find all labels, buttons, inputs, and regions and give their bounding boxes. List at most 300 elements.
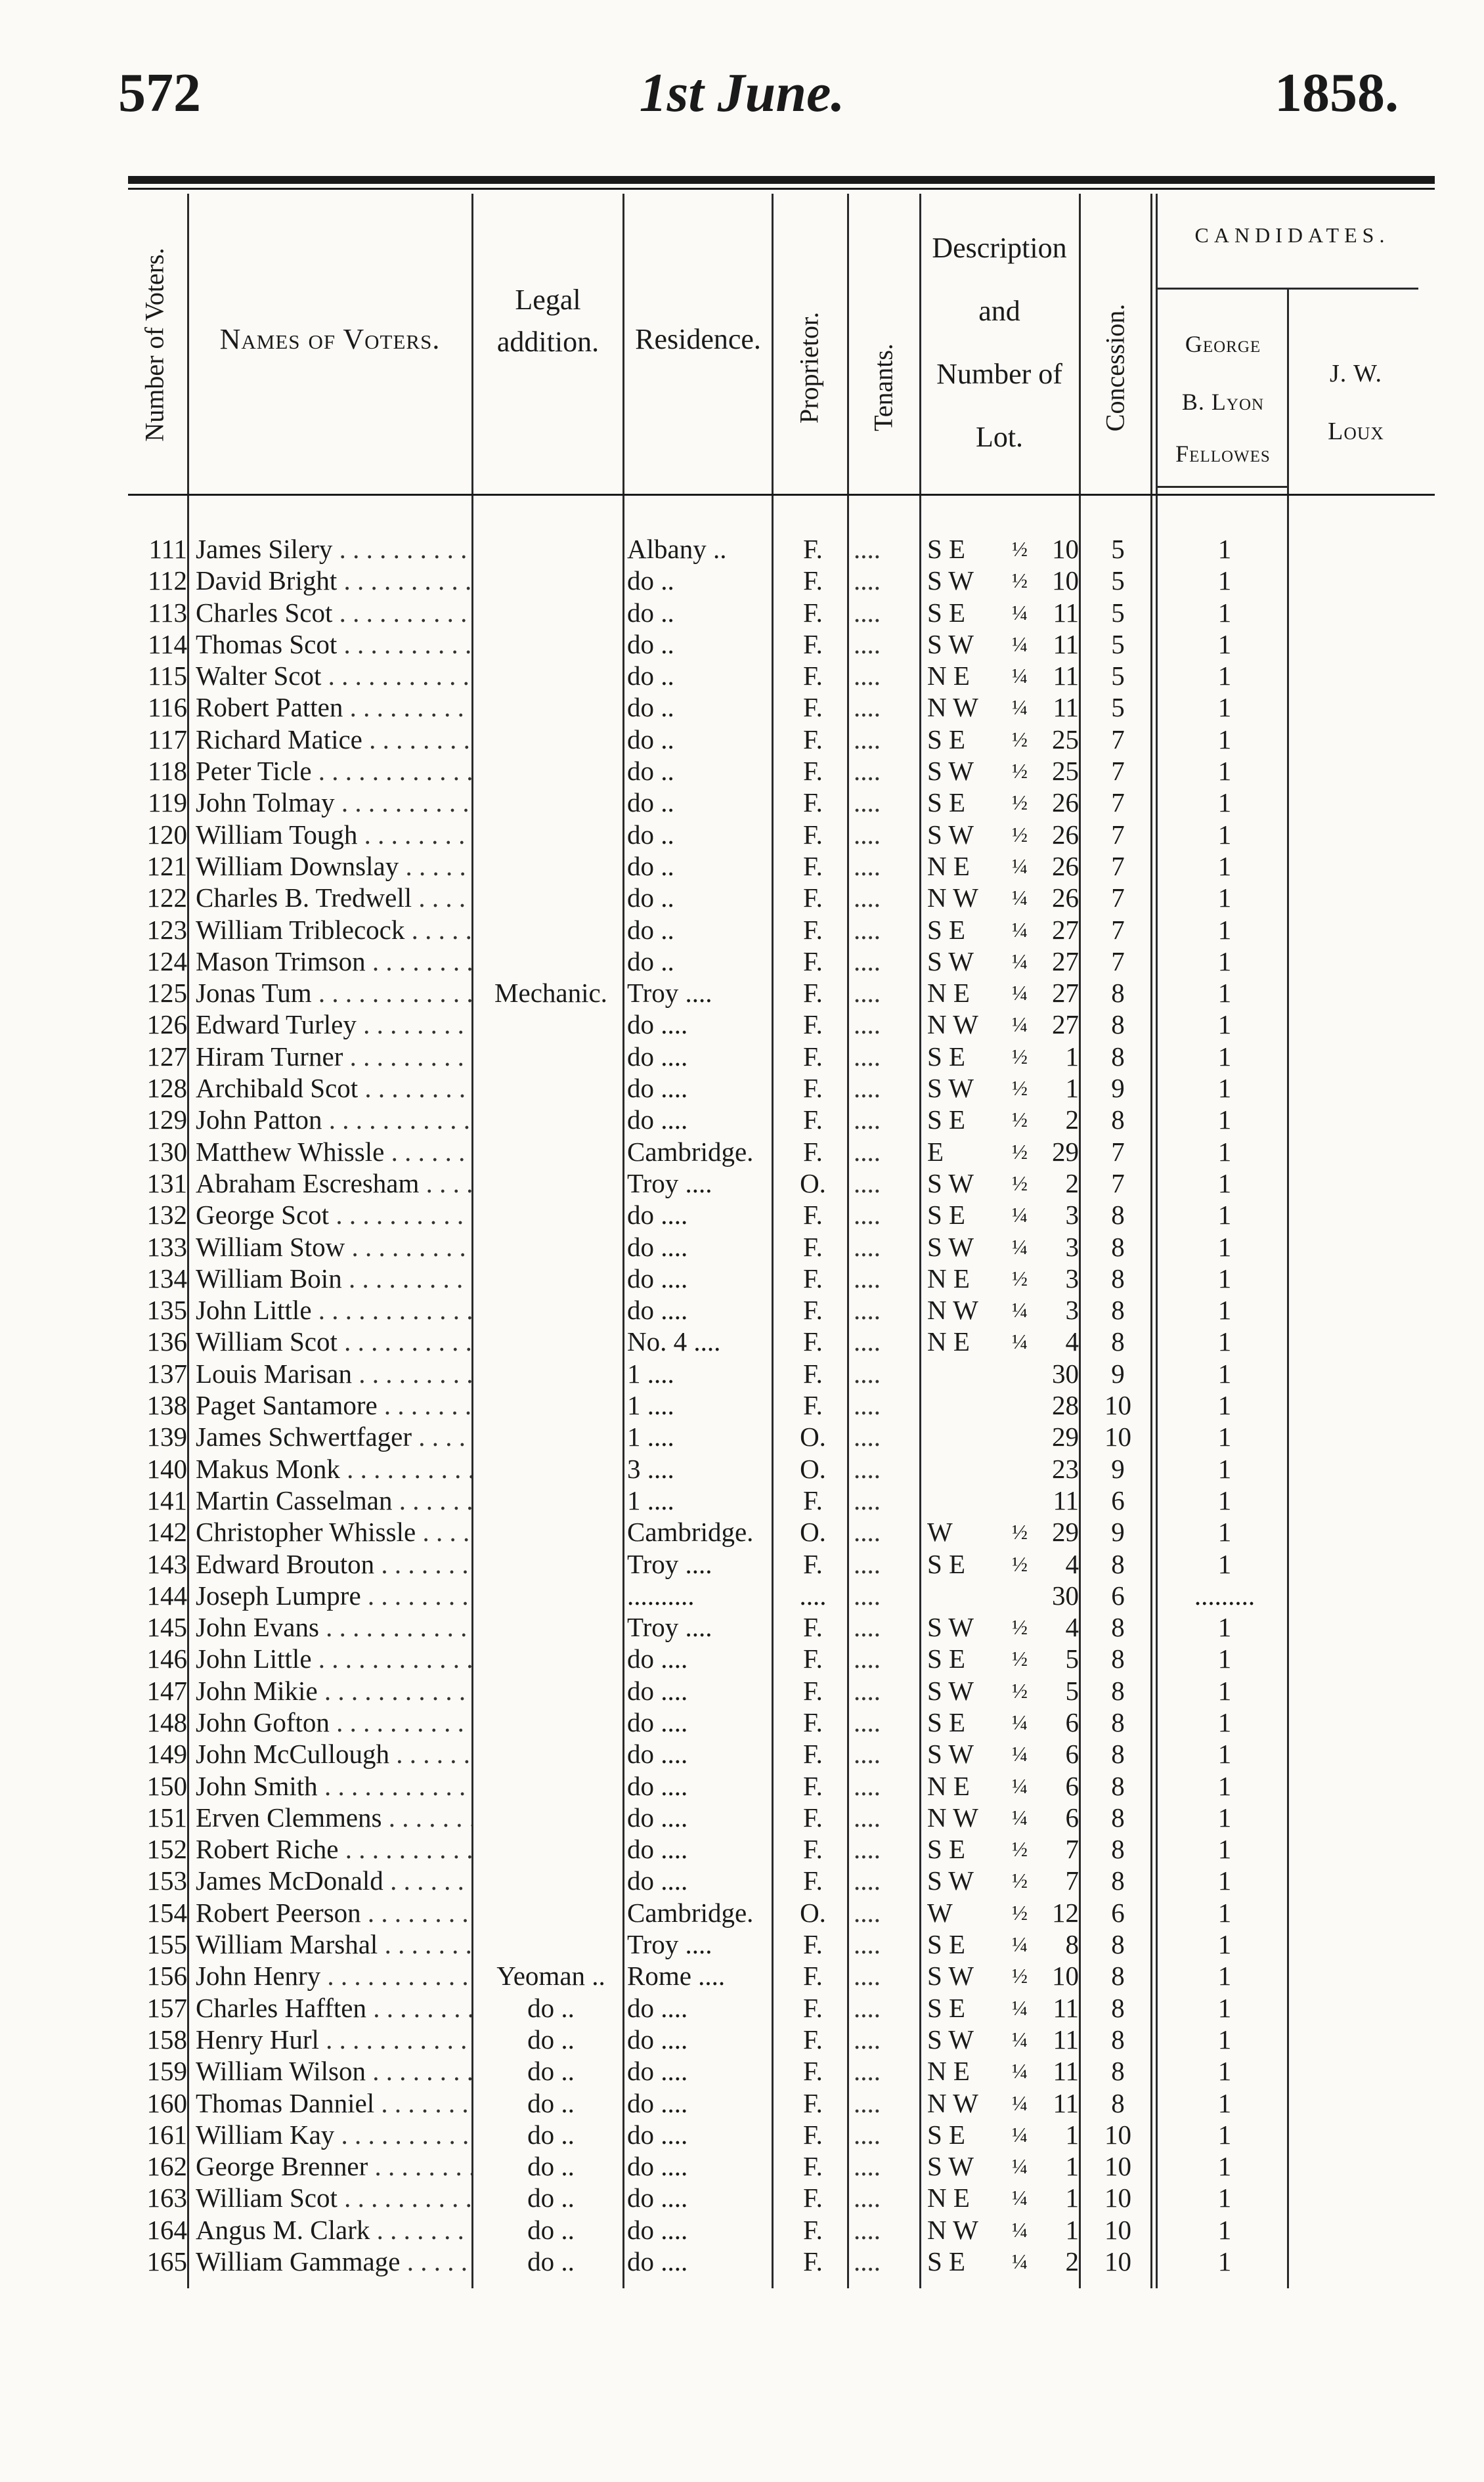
- voter-row: [0, 850, 1484, 882]
- voter-number: 155: [146, 1929, 187, 1960]
- lot-number: 11: [1053, 661, 1079, 691]
- lot-number: 26: [1052, 787, 1079, 818]
- vote-lyon: 1: [1217, 2087, 1232, 2118]
- voter-name: [196, 2119, 471, 2150]
- lot-fraction: ¼: [1012, 1330, 1028, 1354]
- residence: do ....: [627, 1707, 688, 1737]
- voter-name: [196, 1294, 471, 1326]
- tenants: ....: [854, 597, 881, 628]
- voter-name: [196, 1707, 471, 1738]
- lot-number: 1: [1065, 2183, 1079, 2213]
- lot-fraction: ¼: [1012, 600, 1028, 624]
- voter-name: [196, 1675, 471, 1707]
- concession: 8: [1111, 1707, 1125, 1737]
- candidates-rule: [1156, 288, 1418, 290]
- proprietor: O.: [800, 1453, 826, 1484]
- concession: 5: [1111, 661, 1125, 691]
- residence: Cambridge.: [627, 1136, 754, 1167]
- lot-number: 11: [1053, 2087, 1079, 2118]
- proprietor: F.: [803, 661, 823, 691]
- proprietor: F.: [803, 1263, 823, 1294]
- lot-fraction: ¼: [1012, 886, 1028, 910]
- residence: Troy ....: [627, 978, 712, 1009]
- residence: 1 ....: [627, 1358, 674, 1389]
- proprietor: F.: [803, 1485, 823, 1515]
- tenants: ....: [854, 1929, 881, 1960]
- vote-lyon: 1: [1217, 1231, 1232, 1262]
- voter-row: [0, 1358, 1484, 1389]
- header-description-line-4: Lot.: [975, 421, 1024, 453]
- voter-number: 131: [146, 1167, 187, 1198]
- concession: 10: [1104, 2119, 1131, 2150]
- lot-number: 26: [1052, 882, 1079, 913]
- concession: 6: [1111, 1580, 1125, 1611]
- vote-lyon: .........: [1194, 1580, 1255, 1611]
- vote-lyon: 1: [1217, 2056, 1232, 2087]
- lot-number: 2: [1065, 1104, 1079, 1135]
- voter-name: [196, 2087, 471, 2119]
- header-candidates: CANDIDATES.: [1194, 223, 1390, 247]
- proprietor: F.: [803, 1548, 823, 1579]
- voter-name-text: Hiram Turner: [196, 1041, 343, 1072]
- voter-row: [0, 1199, 1484, 1230]
- lot-direction: S W: [927, 756, 974, 787]
- proprietor: F.: [803, 1041, 823, 1072]
- voter-row: [0, 1294, 1484, 1326]
- lot-number: 10: [1052, 534, 1079, 564]
- tenants: ....: [854, 1104, 881, 1135]
- voter-number: 149: [146, 1739, 187, 1770]
- voter-row: [0, 1485, 1484, 1516]
- lot-direction: E: [927, 1136, 944, 1167]
- candidate-lyon-line-2: B. Lyon: [1181, 389, 1265, 415]
- lot-number: 27: [1052, 1009, 1079, 1040]
- lot-direction: N W: [927, 2087, 978, 2118]
- tenants: ....: [854, 1802, 881, 1833]
- voter-row: [0, 1611, 1484, 1643]
- voter-row: [0, 628, 1484, 660]
- voter-name-text: Robert Patten: [196, 692, 343, 723]
- header-description: [921, 217, 1078, 469]
- concession: 9: [1111, 1453, 1125, 1484]
- voter-row: [0, 2119, 1484, 2150]
- proprietor: F.: [803, 756, 823, 787]
- voter-name: [196, 1009, 471, 1040]
- proprietor: F.: [803, 2183, 823, 2213]
- lot-number: 2: [1065, 1167, 1079, 1198]
- lot-number: 7: [1065, 1865, 1079, 1896]
- voter-number: 157: [146, 1992, 187, 2023]
- lot-fraction: ½: [1012, 569, 1028, 593]
- lot-direction: S W: [927, 2151, 974, 2182]
- vote-lyon: 1: [1217, 1834, 1232, 1865]
- page-number: 572: [118, 62, 201, 123]
- voter-name: [196, 1960, 471, 1992]
- voter-number: 146: [146, 1644, 187, 1674]
- lot-direction: S W: [927, 819, 974, 850]
- concession: 7: [1111, 1136, 1125, 1167]
- voter-name: [196, 1358, 471, 1389]
- voter-name-text: William Triblecock: [196, 914, 405, 945]
- lot-number: 3: [1065, 1200, 1079, 1230]
- voter-name-text: Louis Marisan: [196, 1358, 352, 1389]
- vote-lyon: 1: [1217, 1390, 1232, 1421]
- tenants: ....: [854, 2214, 881, 2245]
- proprietor: F.: [803, 850, 823, 881]
- header-description-line-3: Number of: [936, 358, 1062, 390]
- vote-lyon: 1: [1217, 1548, 1232, 1579]
- voter-name-text: Walter Scot: [196, 661, 322, 691]
- residence: do ....: [627, 1009, 688, 1040]
- residence: do ..: [627, 787, 674, 818]
- lot-number: 4: [1065, 1548, 1079, 1579]
- voter-name-text: John Henry: [196, 1961, 321, 1992]
- residence: do ..: [627, 756, 674, 787]
- voter-number: 145: [146, 1612, 187, 1643]
- vote-lyon: 1: [1217, 1104, 1232, 1135]
- proprietor: F.: [803, 1834, 823, 1865]
- residence: do ....: [627, 1644, 688, 1674]
- lot-direction: S W: [927, 1961, 974, 1992]
- voter-name: [196, 819, 471, 850]
- tenants: ....: [854, 1897, 881, 1928]
- voter-row: [0, 1960, 1484, 1992]
- residence: 1 ....: [627, 1390, 674, 1421]
- concession: 7: [1111, 724, 1125, 754]
- voter-number: 119: [148, 787, 187, 818]
- voter-name-text: Paget Santamore: [196, 1390, 378, 1421]
- lot-direction: N W: [927, 1295, 978, 1326]
- tenants: ....: [854, 946, 881, 976]
- tenants: ....: [854, 1580, 881, 1611]
- lot-fraction: ¼: [1012, 1995, 1028, 2020]
- vote-lyon: 1: [1217, 692, 1232, 723]
- vote-lyon: 1: [1217, 661, 1232, 691]
- lot-fraction: ½: [1012, 1552, 1028, 1576]
- voter-number: 162: [146, 2151, 187, 2182]
- voter-name: [196, 1897, 471, 1928]
- voter-name: [196, 2214, 471, 2246]
- residence: 3 ....: [627, 1453, 674, 1484]
- voter-name-text: Charles Hafften: [196, 1992, 366, 2023]
- voter-name: [196, 1231, 471, 1263]
- lot-direction: N E: [927, 1770, 970, 1801]
- vote-lyon: 1: [1217, 724, 1232, 754]
- lot-number: 4: [1065, 1326, 1079, 1357]
- voter-name: [196, 1041, 471, 1072]
- lot-direction: S E: [927, 597, 966, 628]
- concession: 8: [1111, 1295, 1125, 1326]
- residence: Troy ....: [627, 1548, 712, 1579]
- lot-number: 27: [1052, 946, 1079, 976]
- proprietor: F.: [803, 946, 823, 976]
- concession: 6: [1111, 1897, 1125, 1928]
- voter-number: 111: [148, 534, 187, 564]
- lot-direction: S W: [927, 1612, 974, 1643]
- voter-number: 115: [148, 661, 187, 691]
- concession: 9: [1111, 1073, 1125, 1104]
- residence: do ....: [627, 2056, 688, 2087]
- residence: do ..: [627, 628, 674, 659]
- vote-lyon: 1: [1217, 2024, 1232, 2055]
- voter-name: [196, 2150, 471, 2182]
- residence: do ....: [627, 1675, 688, 1706]
- vote-lyon: 1: [1217, 628, 1232, 659]
- voter-row: [0, 1707, 1484, 1738]
- lot-number: 5: [1065, 1675, 1079, 1706]
- voter-name: [196, 1136, 471, 1167]
- lot-number: 11: [1053, 692, 1079, 723]
- vote-lyon: 1: [1217, 882, 1232, 913]
- concession: 8: [1111, 2056, 1125, 2087]
- lot-direction: S E: [927, 1041, 966, 1072]
- voter-name-text: Archibald Scot: [196, 1073, 359, 1104]
- voter-row: [0, 2024, 1484, 2055]
- tenants: ....: [854, 2087, 881, 2118]
- lot-direction: N E: [927, 1326, 970, 1357]
- proprietor: O.: [800, 1167, 826, 1198]
- voter-number: 126: [146, 1009, 187, 1040]
- lot-direction: N E: [927, 1263, 970, 1294]
- residence: Troy ....: [627, 1612, 712, 1643]
- tenants: ....: [854, 1770, 881, 1801]
- voter-number: 118: [148, 756, 187, 787]
- voter-row: [0, 1580, 1484, 1611]
- lot-number: 8: [1065, 1929, 1079, 1960]
- residence: do ....: [627, 2214, 688, 2245]
- concession: 7: [1111, 914, 1125, 945]
- tenants: ....: [854, 2119, 881, 2150]
- concession: 5: [1111, 692, 1125, 723]
- voter-name-text: Edward Brouton: [196, 1548, 375, 1579]
- proprietor: F.: [803, 1675, 823, 1706]
- residence: do ....: [627, 1231, 688, 1262]
- concession: 8: [1111, 1865, 1125, 1896]
- lot-direction: S W: [927, 2024, 974, 2055]
- tenants: ....: [854, 1865, 881, 1896]
- voter-name-text: John Smith: [196, 1770, 318, 1801]
- lot-direction: S E: [927, 1707, 966, 1737]
- residence: Albany ..: [627, 534, 727, 564]
- voter-row: [0, 1833, 1484, 1865]
- voter-number: 125: [146, 978, 187, 1009]
- residence: do ....: [627, 1295, 688, 1326]
- vote-lyon: 1: [1217, 1675, 1232, 1706]
- voter-number: 130: [146, 1136, 187, 1167]
- voter-name-text: Robert Peerson: [196, 1897, 361, 1928]
- lot-number: 1: [1065, 2214, 1079, 2245]
- voter-name: [196, 1580, 471, 1611]
- legal-addition: do ..: [527, 2024, 575, 2055]
- legal-addition: do ..: [527, 2087, 575, 2118]
- tenants: ....: [854, 1644, 881, 1674]
- voter-row: [0, 2214, 1484, 2246]
- voter-name-text: Thomas Scot: [196, 628, 338, 659]
- voter-row: [0, 819, 1484, 850]
- concession: 6: [1111, 1485, 1125, 1515]
- voter-name-text: Martin Casselman: [196, 1485, 393, 1515]
- proprietor: F.: [803, 1770, 823, 1801]
- vote-lyon: 1: [1217, 946, 1232, 976]
- lot-fraction: ½: [1012, 1139, 1028, 1164]
- voter-name-text: Henry Hurl: [196, 2024, 319, 2055]
- lot-fraction: ½: [1012, 1266, 1028, 1290]
- voter-number: 151: [146, 1802, 187, 1833]
- lot-number: 3: [1065, 1263, 1079, 1294]
- tenants: ....: [854, 565, 881, 596]
- voter-row: [0, 1167, 1484, 1199]
- vote-lyon: 1: [1217, 597, 1232, 628]
- lot-fraction: ½: [1012, 1900, 1028, 1925]
- voter-row: [0, 1389, 1484, 1421]
- voter-number: 132: [146, 1200, 187, 1230]
- vote-lyon: 1: [1217, 1167, 1232, 1198]
- lot-number: 23: [1052, 1453, 1079, 1484]
- voter-name-text: William Boin: [196, 1263, 342, 1294]
- voter-name-text: Edward Turley: [196, 1009, 357, 1040]
- voter-row: [0, 2087, 1484, 2119]
- voter-name: [196, 1738, 471, 1770]
- voter-name: [196, 1263, 471, 1294]
- voter-number: 161: [146, 2119, 187, 2150]
- lot-fraction: ½: [1012, 759, 1028, 783]
- voter-row: [0, 1516, 1484, 1548]
- candidate-lyon-line-3: Fellowes: [1175, 441, 1271, 467]
- voter-number: 112: [148, 565, 187, 596]
- header-bottom-rule: [128, 494, 1435, 496]
- concession: 8: [1111, 1009, 1125, 1040]
- lot-direction: S E: [927, 2246, 966, 2277]
- lot-number: 30: [1052, 1580, 1079, 1611]
- proprietor: F.: [803, 2056, 823, 2087]
- voter-name: [196, 1389, 471, 1421]
- tenants: ....: [854, 2151, 881, 2182]
- residence: do ....: [627, 2087, 688, 2118]
- lot-direction: N W: [927, 2214, 978, 2245]
- voter-row: [0, 2055, 1484, 2087]
- voter-name-text: William Stow: [196, 1231, 345, 1262]
- concession: 7: [1111, 1167, 1125, 1198]
- voter-name-text: James McDonald: [196, 1865, 383, 1896]
- concession: 8: [1111, 1263, 1125, 1294]
- voter-row: [0, 1738, 1484, 1770]
- voter-row: [0, 1104, 1484, 1135]
- top-rule-thin: [128, 188, 1435, 190]
- lot-direction: S E: [927, 1548, 966, 1579]
- voter-name: [196, 1548, 471, 1580]
- vote-lyon: 1: [1217, 1041, 1232, 1072]
- lot-fraction: ½: [1012, 791, 1028, 815]
- proprietor: F.: [803, 692, 823, 723]
- voter-number: 135: [146, 1295, 187, 1326]
- residence: Troy ....: [627, 1929, 712, 1960]
- voter-row: [0, 1770, 1484, 1802]
- proprietor: O.: [800, 1517, 826, 1548]
- proprietor: F.: [803, 882, 823, 913]
- tenants: ....: [854, 1517, 881, 1548]
- vote-lyon: 1: [1217, 2214, 1232, 2245]
- lot-fraction: ¼: [1012, 981, 1028, 1005]
- residence: ..........: [627, 1580, 695, 1611]
- voter-name: [196, 755, 471, 787]
- tenants: ....: [854, 1136, 881, 1167]
- voter-number: 120: [146, 819, 187, 850]
- concession: 8: [1111, 1041, 1125, 1072]
- vote-lyon: 1: [1217, 1897, 1232, 1928]
- voter-row: [0, 1453, 1484, 1485]
- tenants: ....: [854, 1548, 881, 1579]
- header-number-of-voters: Number of Voters.: [139, 248, 169, 442]
- lot-direction: S E: [927, 1200, 966, 1230]
- lot-direction: S E: [927, 1834, 966, 1865]
- voter-name-text: Thomas Danniel: [196, 2087, 375, 2118]
- proprietor: F.: [803, 2246, 823, 2277]
- proprietor: F.: [803, 1612, 823, 1643]
- tenants: ....: [854, 850, 881, 881]
- header-names-of-voters: Names of Voters.: [219, 323, 441, 355]
- voter-name: [196, 850, 471, 882]
- lot-direction: S E: [927, 534, 966, 564]
- lot-fraction: ¼: [1012, 1012, 1028, 1037]
- proprietor: F.: [803, 2151, 823, 2182]
- voter-number: 113: [148, 597, 187, 628]
- voter-name: [196, 660, 471, 691]
- lot-fraction: ¼: [1012, 854, 1028, 878]
- tenants: ....: [854, 1263, 881, 1294]
- lot-direction: S E: [927, 1644, 966, 1674]
- voter-name-text: William Downslay: [196, 850, 399, 881]
- residence: 1 ....: [627, 1485, 674, 1515]
- tenants: ....: [854, 1485, 881, 1515]
- vote-lyon: 1: [1217, 914, 1232, 945]
- voter-name: [196, 691, 471, 723]
- lot-number: 27: [1052, 914, 1079, 945]
- lot-direction: S E: [927, 1929, 966, 1960]
- header-concession: Concession.: [1100, 303, 1130, 432]
- lot-fraction: ¼: [1012, 2027, 1028, 2051]
- proprietor: F.: [803, 2024, 823, 2055]
- voter-row: [0, 1643, 1484, 1674]
- lot-fraction: ½: [1012, 1076, 1028, 1100]
- lot-direction: S W: [927, 1675, 974, 1706]
- lot-direction: S W: [927, 946, 974, 976]
- residence: do ....: [627, 2183, 688, 2213]
- residence: do ..: [627, 850, 674, 881]
- concession: 7: [1111, 882, 1125, 913]
- proprietor: F.: [803, 1865, 823, 1896]
- voter-row: [0, 914, 1484, 946]
- tenants: ....: [854, 1041, 881, 1072]
- lot-direction: N W: [927, 1802, 978, 1833]
- proprietor: F.: [803, 1992, 823, 2023]
- header-tenants: Tenants.: [868, 343, 898, 431]
- lot-fraction: ¼: [1012, 1203, 1028, 1227]
- tenants: ....: [854, 1834, 881, 1865]
- proprietor: F.: [803, 1358, 823, 1389]
- voter-row: [0, 565, 1484, 596]
- lot-number: 27: [1052, 978, 1079, 1009]
- tenants: ....: [854, 1231, 881, 1262]
- concession: 8: [1111, 978, 1125, 1009]
- lot-fraction: ¼: [1012, 1932, 1028, 1957]
- voter-number: 117: [148, 724, 187, 754]
- tenants: ....: [854, 787, 881, 818]
- lot-fraction: ½: [1012, 727, 1028, 751]
- voter-name-text: David Bright: [196, 565, 338, 596]
- voter-name-text: George Scot: [196, 1200, 330, 1230]
- concession: 8: [1111, 1929, 1125, 1960]
- voter-name-text: William Wilson: [196, 2056, 366, 2087]
